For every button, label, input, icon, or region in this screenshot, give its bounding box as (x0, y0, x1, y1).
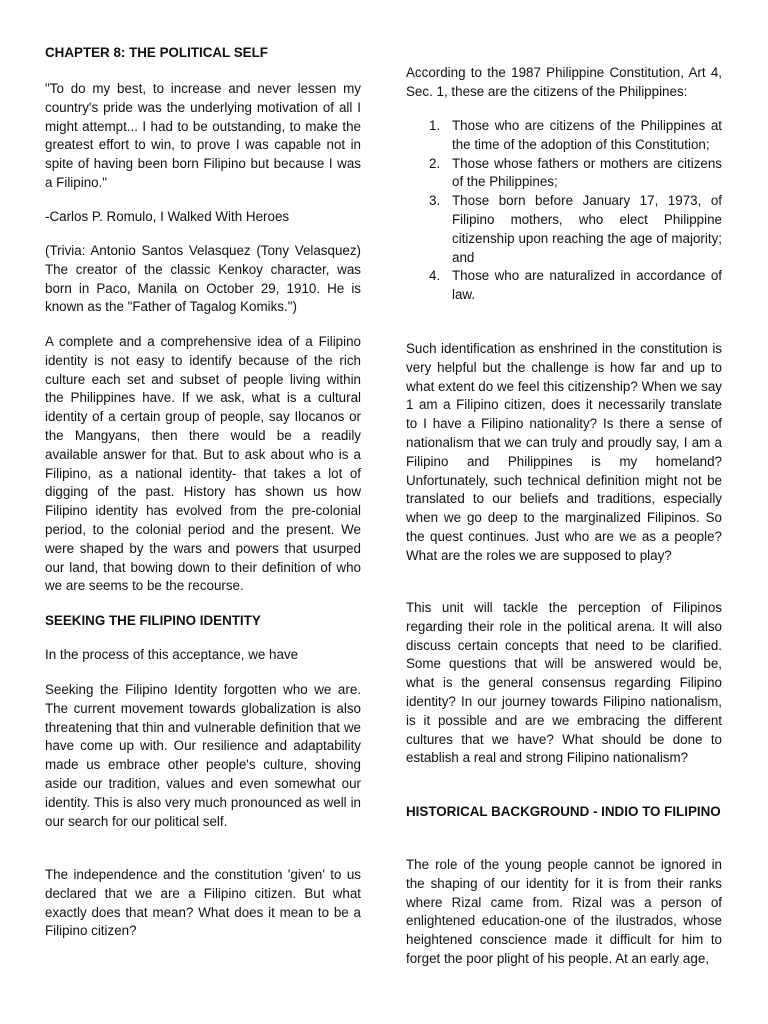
constitution-paragraph: According to the 1987 Philippine Constitution, Art 4, Sec. 1, these are the citizens of the Philippines: (406, 65, 722, 99)
quote-attribution: -Carlos P. Romulo, I Walked With Heroes (45, 209, 290, 224)
identity-paragraph: A complete and a comprehensive idea of a Filipino identity is not easy to identify because of the rich culture each set and subset of people living within the Philippines have. If we ask, what is a cultural identity of a certain group of people, say Ilocanos or the Mangyans, then there would be a readily available answer for that. But to ask about who is a Filipino, as a national identity- that takes a lot of digging of the past. History has shown us how Filipino identity has evolved from the pre-colonial period, to the colonial period and the present. We were shaped by the wars and powers that usurped our land, that bowing down to their definition of who we are seems to be the recourse. (45, 334, 361, 594)
identification-paragraph: Such identification as enshrined in the constitution is very helpful but the challenge is how far and up to what extent do we feel this citizenship? When we say 1 am a Filipino citizen, does it necessarily translate to I have a Filipino nationality? Is there a sense of nationalism that we can truly and proudly say, I am a Filipino and Philippines is my homeland? Unfortunately, such technical definition might not be translated to our beliefs and traditions, especially when we go deep to the marginalized Filipinos. So the quest continues. Just who are we as a people? What are the roles we are supposed to play? (406, 341, 722, 563)
citizens-list (406, 117, 722, 305)
chapter-title: CHAPTER 8: THE POLITICAL SELF (45, 45, 268, 60)
list-item: 3. Those born before January 17, 1973, of Filipino mothers, who elect Philippine citizenship upon reaching the age of majority; and (429, 193, 722, 265)
process-paragraph: In the process of this acceptance, we have (45, 647, 299, 662)
seeking-heading: SEEKING THE FILIPINO IDENTITY (45, 613, 261, 628)
unit-paragraph: This unit will tackle the perception of Filipinos regarding their role in the political arena. It will also discuss certain concepts that need to be clarified. Some questions that will be answered would be, what is the general consensus regarding Filipino identity? In our journey towards Filipino nationalism, is it possible and are we embracing the different cultures that we have? What should be done to establish a real and strong Filipino nationalism? (406, 600, 722, 766)
romulo-quote: "To do my best, to increase and never lessen my country's pride was the underlying motivation of all I might attempt... I had to be outstanding, to make the greatest effort to win, to prove I was capable not in spite of having been born Filipino but because I was a Filipino." (45, 81, 361, 190)
trivia-paragraph: (Trivia: Antonio Santos Velasquez (Tony Velasquez) The creator of the classic Kenkoy character, was born in Paco, Manila on October 29, 1910. He is known as the "Father of Tagalog Komiks.") (45, 243, 361, 315)
role-paragraph: The role of the young people cannot be ignored in the shaping of our identity for it is from their ranks where Rizal came from. Rizal was a person of enlightened education-one of the ilustrados, whose heightened conscience made it difficult for him to forget the poor plight of his people. At an early age, (406, 857, 722, 966)
list-item: 1. Those who are citizens of the Philippines at the time of the adoption of this Constitution; (429, 118, 722, 152)
historical-heading: HISTORICAL BACKGROUND - INDIO TO FILIPINO (406, 804, 721, 819)
list-item: 4. Those who are naturalized in accordance of law. (429, 268, 722, 303)
list-item: 2. Those whose fathers or mothers are citizens of the Philippines; (429, 155, 722, 190)
independence-paragraph: The independence and the constitution 'given' to us declared that we are a Filipino citizen. But what exactly does that mean? What does it mean to be a Filipino citizen? (45, 867, 361, 939)
seeking-paragraph: Seeking the Filipino Identity forgotten who we are. The current movement towards globalization is also threatening that thin and vulnerable definition that we have come up with. Our resilience and adaptability made us embrace other people's culture, shoving aside our tradition, values and even somewhat our identity. This is also very much pronounced as well in our search for our political self. (45, 682, 361, 829)
